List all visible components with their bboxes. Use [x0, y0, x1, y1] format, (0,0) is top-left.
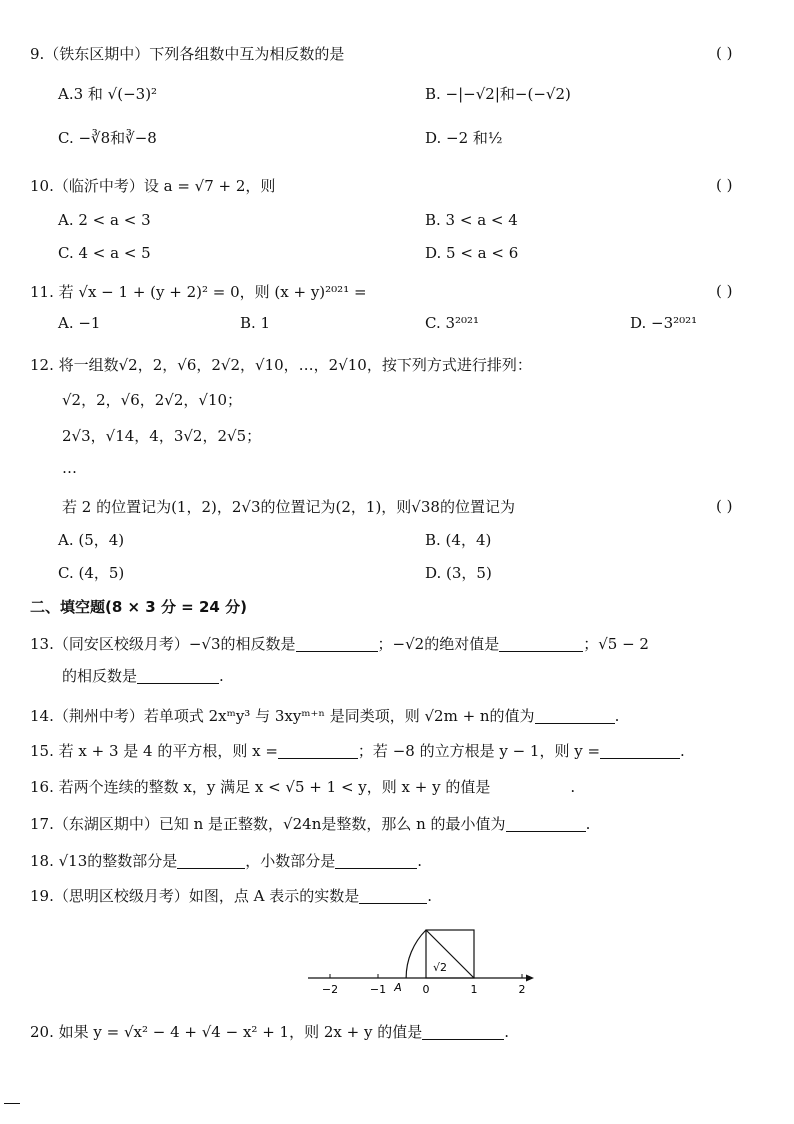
q11-option-a: A. −1 — [58, 314, 101, 332]
q12-row-1: √2，2，√6，2√2，√10； — [62, 391, 243, 409]
q15-line — [30, 741, 685, 761]
tick-label-2: 2 — [518, 983, 526, 996]
radius-arc — [406, 930, 426, 978]
q13-text-5: . — [219, 667, 224, 685]
q20-text-2: . — [504, 1023, 509, 1041]
q19-text-2: . — [427, 887, 433, 905]
q12-row-ellipsis: … — [62, 459, 77, 477]
axis-arrow-icon — [526, 975, 534, 982]
diagonal-length-label: √2 — [432, 961, 448, 974]
q9-answer-paren: ( ) — [716, 44, 733, 62]
q10-option-d: D. 5 < a < 6 — [425, 244, 519, 262]
q18-blank-1[interactable] — [177, 853, 245, 869]
q12-option-d: D. (3，5) — [425, 564, 492, 582]
q19-blank[interactable] — [359, 888, 427, 904]
q9-option-b: B. −|−√2|和−(−√2) — [425, 85, 571, 103]
q14-text-1: 14.（荆州中考）若单项式 2xᵐy³ 与 3xyᵐ⁺ⁿ 是同类项，则 √2m + n的值为 — [30, 707, 535, 725]
q9-option-c: C. −∛8和∛−8 — [58, 129, 157, 147]
q17-line — [30, 814, 590, 834]
q20-blank[interactable] — [422, 1024, 504, 1040]
q14-line — [30, 706, 619, 726]
q9-stem: 9.（铁东区期中）下列各组数中互为相反数的是 — [30, 45, 345, 63]
q12-option-c: C. (4，5) — [58, 564, 125, 582]
q12-option-a: A. (5，4) — [58, 531, 125, 549]
q10-stem: 10.（临沂中考）设 a = √7 + 2，则 — [30, 177, 276, 195]
q13-text-2: ；−√2的绝对值是 — [377, 635, 500, 653]
q10-option-c: C. 4 < a < 5 — [58, 244, 151, 262]
q12-option-b: B. (4，4) — [425, 531, 492, 549]
q11-answer-paren: ( ) — [716, 282, 733, 300]
q20-line — [30, 1022, 509, 1042]
section-title-fill-in: 二、填空题(8 × 3 分 = 24 分) — [30, 598, 247, 616]
tick-label-minus-1: −1 — [369, 983, 387, 996]
q16-text-1: 16. 若两个连续的整数 x，y 满足 x < √5 + 1 < y，则 x + y 的值是 — [30, 778, 491, 796]
q15-text-2: ；若 −8 的立方根是 y − 1，则 y = — [357, 742, 601, 760]
q13-text-3: ；√5 − 2 — [583, 635, 649, 653]
q18-line — [30, 851, 422, 871]
q12-question: 若 2 的位置记为(1，2)，2√3的位置记为(2，1)，则√38的位置记为 — [62, 498, 515, 516]
q9-option-d: D. −2 和½ — [425, 129, 503, 147]
q11-option-b: B. 1 — [240, 314, 271, 332]
q18-text-3: . — [417, 852, 423, 870]
number-line-figure — [300, 922, 550, 998]
q17-text-2: . — [585, 815, 591, 833]
q12-answer-paren: ( ) — [716, 497, 733, 515]
q13-blank-2[interactable] — [499, 636, 583, 652]
q10-answer-paren: ( ) — [716, 176, 733, 194]
q14-text-2: . — [614, 707, 620, 725]
q19-text-1: 19.（思明区校级月考）如图，点 A 表示的实数是 — [30, 887, 360, 905]
q9-option-a: A.3 和 √(−3)² — [58, 85, 158, 103]
page-corner-mark — [4, 1103, 20, 1104]
q20-text-1: 20. 如果 y = √x² − 4 + √4 − x² + 1，则 2x + y 的值是 — [30, 1023, 423, 1041]
q11-stem: 11. 若 √x − 1 + (y + 2)² = 0，则 (x + y)²⁰²¹ = — [30, 283, 367, 301]
q18-blank-2[interactable] — [335, 853, 417, 869]
q11-option-c: C. 3²⁰²¹ — [425, 314, 480, 332]
q10-option-a: A. 2 < a < 3 — [58, 211, 151, 229]
q13-line-1 — [30, 634, 649, 654]
tick-label-0: 0 — [422, 983, 430, 996]
q13-blank-3[interactable] — [137, 668, 219, 684]
q15-text-3: . — [680, 742, 685, 760]
q13-blank-1[interactable] — [296, 636, 378, 652]
q13-line-2 — [62, 666, 224, 686]
point-a-label: A — [394, 981, 402, 994]
q16-text-2: . — [570, 778, 576, 796]
q16-line — [30, 777, 575, 797]
q12-row-2: 2√3，√14，4，3√2，2√5； — [62, 427, 262, 445]
q11-option-d: D. −3²⁰²¹ — [630, 314, 698, 332]
q13-text-4: 的相反数是 — [62, 667, 138, 685]
q18-text-1: 18. √13的整数部分是 — [30, 852, 178, 870]
q12-stem: 12. 将一组数√2，2，√6，2√2，√10，…，2√10，按下列方式进行排列： — [30, 356, 532, 374]
q14-blank[interactable] — [535, 708, 615, 724]
q19-line — [30, 886, 432, 906]
q17-text-1: 17.（东湖区期中）已知 n 是正整数，√24n是整数，那么 n 的最小值为 — [30, 815, 506, 833]
q10-option-b: B. 3 < a < 4 — [425, 211, 518, 229]
q15-text-1: 15. 若 x + 3 是 4 的平方根，则 x = — [30, 742, 278, 760]
tick-label-minus-2: −2 — [321, 983, 339, 996]
q18-text-2: ，小数部分是 — [245, 852, 336, 870]
tick-label-1: 1 — [470, 983, 478, 996]
q15-blank-2[interactable] — [600, 743, 680, 759]
q17-blank[interactable] — [506, 816, 586, 832]
q13-text-1: 13.（同安区校级月考）−√3的相反数是 — [30, 635, 296, 653]
q15-blank-1[interactable] — [278, 743, 358, 759]
